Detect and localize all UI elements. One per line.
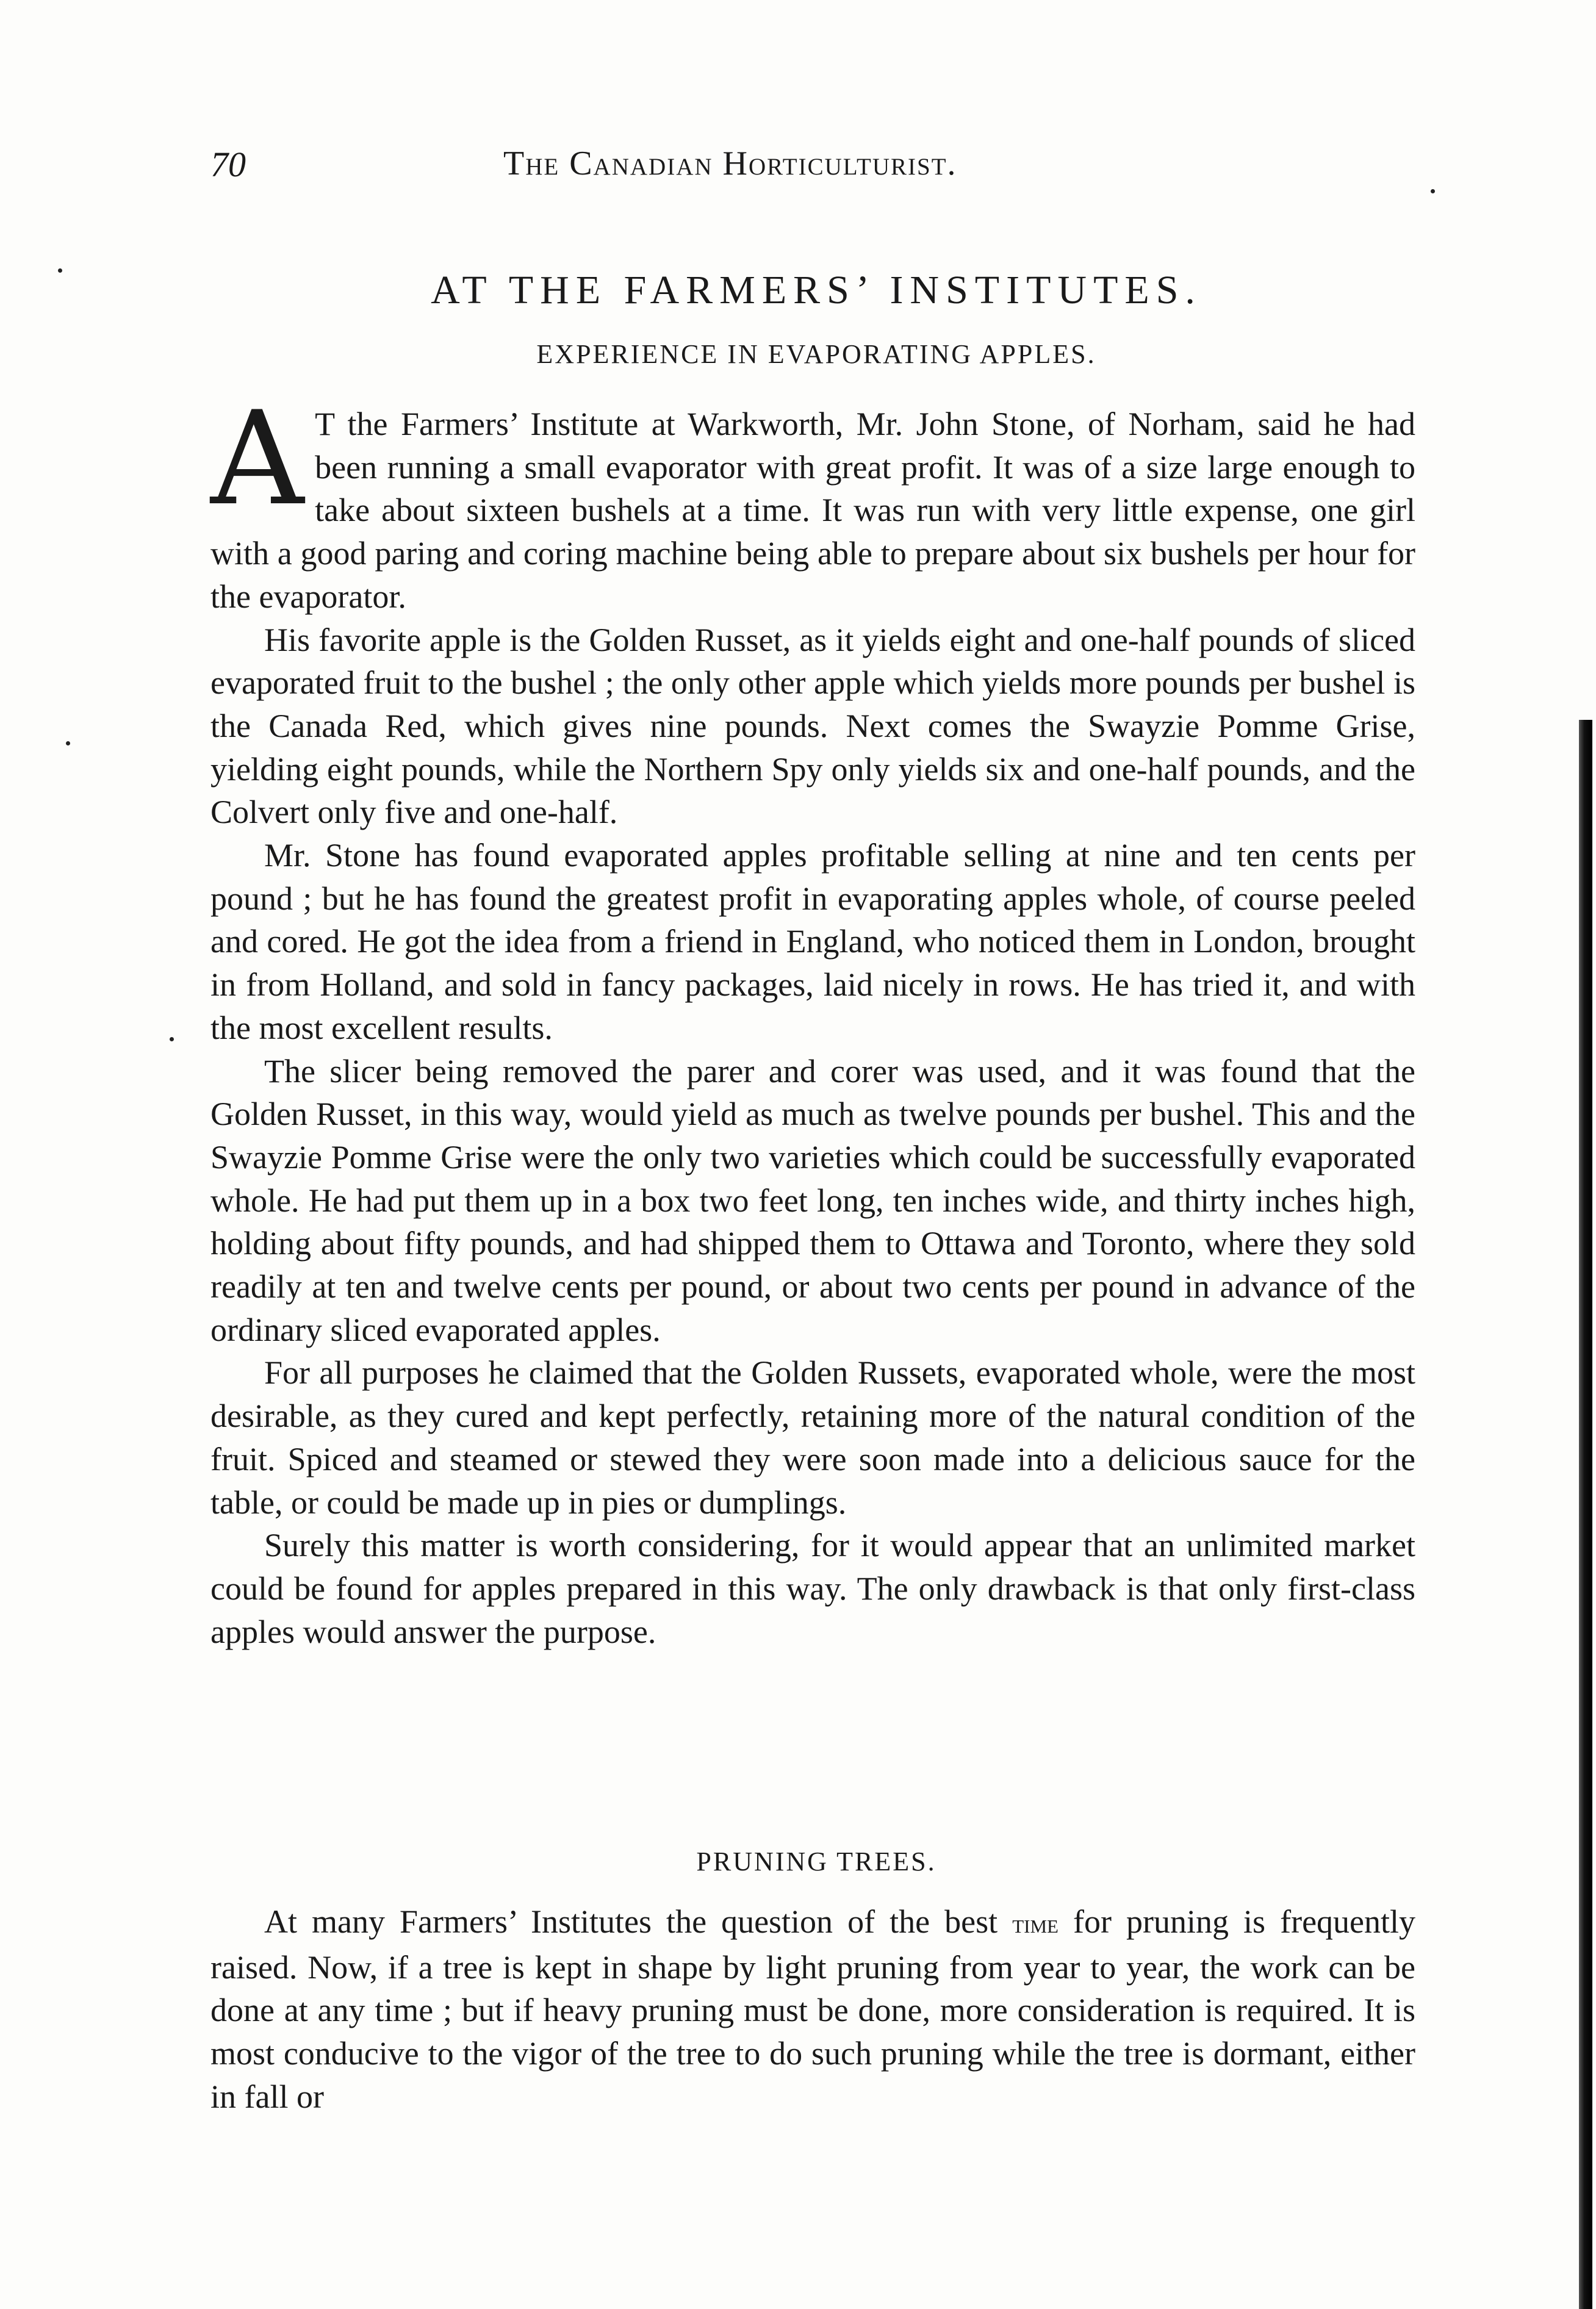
article-subtitle: EXPERIENCE IN EVAPORATING APPLES. [536,339,1096,369]
paragraph: Surely this matter is worth considering, for it would appear that an unlimited market could be found for apples prepared in this way. The only drawback is that only first-class apples would answer the purpose. [210,1527,1415,1650]
article-title: AT THE FARMERS’ INSTITUTES. [431,268,1202,312]
section-heading-pruning: PRUNING TREES. [696,1847,936,1876]
paragraph: For all purposes he claimed that the Golden Russets, evaporated whole, were the most desirable, as they cured and kept perfectly, retaining more of the natural condition of the fruit. Spiced and steamed or stewed they were soon made into a delicious sauce for the table, or could be made up in pies or dumplings. [210,1354,1415,1521]
scan-speck [66,741,70,745]
page-header [210,144,1418,193]
scan-speck [1431,189,1435,193]
paragraph: The slicer being removed the parer and corer was used, and it was found that the Golden Russet, in this way, would yield as much as twelve pounds per bushel. This and the Swayzie Pomme Grise were the only two varieties which could be successfully evaporated whole. He had put them up in a box two feet long, ten inches wide, and thirty inches high, holding about fifty pounds, and had shipped them to Ottawa and Toronto, where they sold readily at ten and twelve cents per pound, or about two cents per pound in advance of the ordinary sliced evaporated apples. [210,1052,1415,1348]
page-number: 70 [210,145,246,184]
drop-cap: A [210,383,304,534]
article-body [210,383,1415,1653]
paragraph: At many Farmers’ Institutes the question of the best time for pruning is frequently raised. Now, if a tree is kept in shape by light pruning from year to year, the work can be done at any time ; but if heavy pruning must be done, more consideration is required. It is most conducive to the vigor of the tree to do such pruning while the tree is dormant, either in fall or [210,1903,1416,2115]
paragraph: Mr. Stone has found evaporated apples profitable selling at nine and ten cents per pound ; but he has found the greatest profit in evaporating apples whole, of course peeled and cored. He got the idea from a friend in England, who noticed them in London, brought in from Holland, and sold in fancy packages, laid nicely in rows. He has tried it, and with the most excellent results. [210,837,1415,1046]
running-title: The Canadian Horticulturist. [503,145,957,182]
paragraph: His favorite apple is the Golden Russet, as it yields eight and one-half pounds of sliced evaporated fruit to the bushel ; the only other apple which yields more pounds per bushel is the Canada Red, which gives nine pounds. Next comes the Swayzie Pomme Grise, yielding eight pounds, while the Northern Spy only yields six and one-half pounds, and the Colvert only five and one-half. [210,621,1415,831]
emphasis-time: time [1012,1909,1059,1939]
scan-speck [170,1037,174,1041]
pruning-body [210,1900,1415,2119]
scanned-page-edge [1579,720,1592,2309]
paragraph: A T the Farmers’ Institute at Warkworth, Mr. John Stone, of Norham, said he had been running a small evaporator with great profit. It was of a size large enough to take about sixteen bushels at a time. It was run with very little expense, one girl with a good paring and coring machine being able to prepare about six bushels per hour for the evaporator. [210,383,1415,615]
